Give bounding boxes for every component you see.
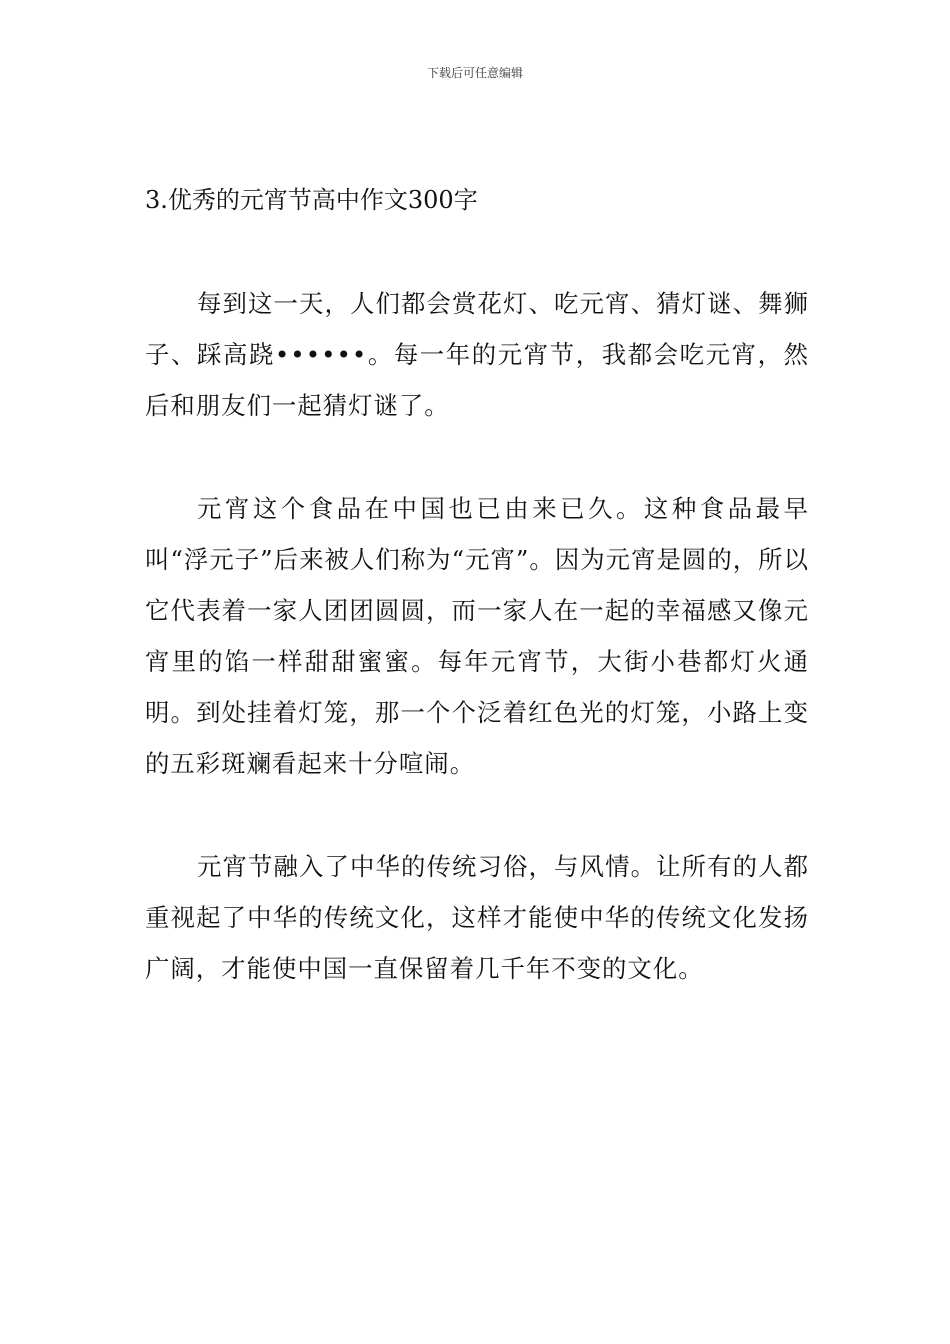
page-header: 下载后可任意编辑 (426, 66, 523, 80)
paragraph-3: 元宵节融入了中华的传统习俗，与风情。让所有的人都重视起了中华的传统文化，这样才能使中华的传统文化发扬广阔，才能使中国一直保留着几千年不变的文化。 (145, 852, 809, 983)
paragraph-2: 元宵这个食品在中国也已由来已久。这种食品最早叫“浮元子”后来被人们称为“元宵”。因为元宵是圆的，所以它代表着一家人团团圆圆，而一家人在一起的幸福感又像元宵里的馅一样甜甜蜜蜜。每年元宵节，大街小巷都灯火通明。到处挂着灯笼，那一个个泛着红色光的灯笼，小路上变的五彩斑斓看起来十分喧闹。 (145, 494, 809, 778)
paragraph-1: 每到这一天，人们都会赏花灯、吃元宵、猜灯谜、舞狮子、踩高跷••••••。每一年的元宵节，我都会吃元宵，然后和朋友们一起猜灯谜了。 (145, 289, 809, 420)
document-body (145, 180, 809, 994)
section-title: 3.优秀的元宵节高中作文300字 (145, 186, 478, 214)
